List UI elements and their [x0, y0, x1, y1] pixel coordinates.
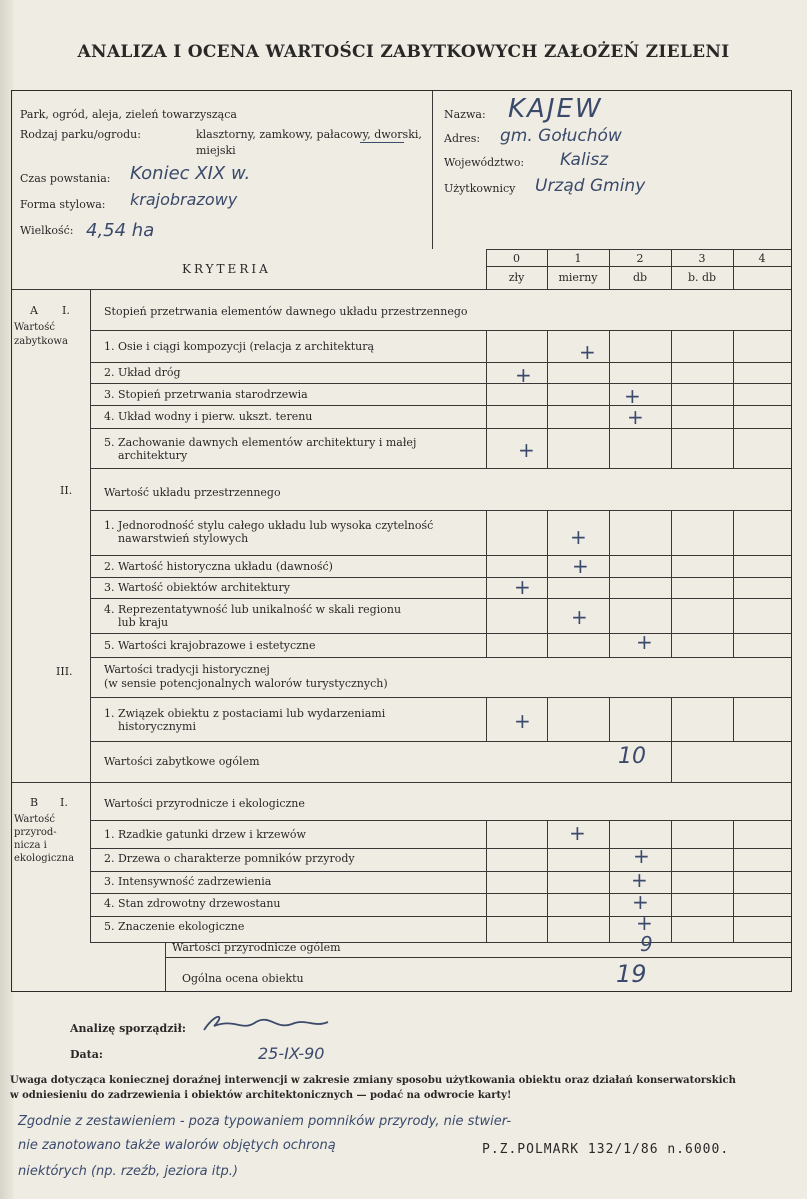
cross-mark: +: [633, 844, 650, 868]
col-1-label: mierny: [558, 271, 598, 284]
section-a-label-2: zabytkowa: [14, 336, 68, 347]
criterion-text: 1. Osie i ciągi kompozycji (relacja z architekturą: [104, 340, 375, 353]
criterion-text: 3. Intensywność zadrzewienia: [104, 875, 272, 888]
total-b-label: Wartości przyrodnicze ogólem: [172, 941, 341, 954]
col-2-num: 2: [636, 252, 644, 265]
section-divider: [12, 782, 791, 783]
criterion-row: [104, 436, 416, 462]
style-value: krajobrazowy: [130, 190, 238, 209]
a3-top-line: [90, 657, 791, 658]
section-b-label-2: przyrod-: [14, 827, 57, 838]
total-a-value: 10: [618, 744, 646, 769]
voivodeship-label: Województwo:: [444, 156, 525, 169]
handwritten-note-2: nie zanotowano także walorów objętych ochroną: [18, 1138, 336, 1153]
cross-mark: +: [570, 525, 587, 549]
criterion-text: 3. Wartość obiektów architektury: [104, 581, 290, 594]
cross-mark: +: [514, 575, 531, 599]
a2-header-line: [90, 510, 791, 511]
group-a3-num: III.: [56, 665, 73, 678]
footer-note-1: Uwaga dotycząca koniecznej doraźnej interwencji w zakresie zmiany sposobu użytkowania obiektu oraz działań konserwatorskich: [10, 1075, 736, 1086]
kind-label: Rodzaj parku/ogrodu:: [20, 128, 141, 141]
cross-mark: +: [515, 363, 532, 387]
user-label: Użytkownicy: [444, 182, 516, 195]
criterion-text-2: nawarstwień stylowych: [118, 532, 249, 545]
section-a-label-1: Wartość: [14, 322, 55, 333]
name-label: Nazwa:: [444, 108, 486, 121]
cross-mark: +: [624, 384, 641, 408]
a1-header-line: [90, 330, 791, 331]
grid-v: [609, 697, 610, 741]
criterion-text: 4. Stan zdrowotny drzewostanu: [104, 897, 281, 910]
criterion-row: [104, 920, 244, 933]
grid-v: [547, 510, 548, 657]
kind-options: klasztorny, zamkowy, pałacowy, dworski,: [196, 128, 422, 141]
criterion-row: [104, 560, 333, 573]
criterion-row: [104, 897, 281, 910]
criterion-row: [104, 603, 401, 629]
row-line: [90, 405, 791, 406]
size-label: Wielkość:: [20, 224, 74, 237]
group-a1-title: Stopień przetrwania elementów dawnego układu przestrzennego: [104, 305, 468, 318]
grid-v: [733, 510, 734, 657]
grid-v: [609, 820, 610, 942]
col-4-num: 4: [758, 252, 766, 265]
section-b-label-4: ekologiczna: [14, 853, 75, 864]
criterion-row: [104, 707, 385, 733]
cross-mark: +: [569, 821, 586, 845]
a-total-line: [90, 741, 791, 742]
grid-v: [671, 741, 672, 782]
group-a1-num: I.: [62, 304, 70, 317]
group-a3-title-2: (w sensie potencjonalnych walorów turystycznych): [104, 677, 388, 690]
criterion-row: [104, 639, 316, 652]
cross-mark: +: [636, 911, 653, 935]
user-value: Urząd Gminy: [535, 176, 646, 196]
header-line: [486, 249, 791, 250]
criteria-line: [12, 289, 791, 290]
group-a3-title-1: Wartości tradycji historycznej: [104, 663, 270, 676]
size-value: 4,54 ha: [86, 220, 155, 241]
overall-left-line: [165, 942, 166, 992]
criterion-row: [104, 410, 312, 423]
criterion-row: [104, 519, 433, 545]
criterion-row: [104, 388, 308, 401]
criterion-row: [104, 828, 306, 841]
time-label: Czas powstania:: [20, 172, 111, 185]
criterion-text: 5. Wartości krajobrazowe i estetyczne: [104, 639, 316, 652]
date-value: 25-IX-90: [258, 1044, 325, 1063]
form-title: ANALIZA I OCENA WARTOŚCI ZABYTKOWYCH ZAŁOŻEŃ ZIELENI: [77, 42, 730, 62]
col-3-label: b. db: [687, 271, 717, 284]
style-label: Forma stylowa:: [20, 198, 106, 211]
criterion-text: 5. Znaczenie ekologiczne: [104, 920, 245, 933]
grid-v: [486, 697, 487, 741]
row-line: [90, 598, 791, 599]
grid-v: [733, 820, 734, 942]
group-a2-title: Wartość układu przestrzennego: [104, 486, 281, 499]
colnum-line: [486, 266, 791, 267]
dworski-underline: [360, 142, 404, 143]
col-0-num: 0: [513, 252, 520, 265]
type-label: Park, ogród, aleja, zieleń towarzysząca: [20, 108, 237, 121]
group-b1-title: Wartości przyrodnicze i ekologiczne: [104, 797, 305, 810]
section-a-letter: A: [30, 304, 38, 317]
row-line: [90, 362, 791, 363]
grid-v: [609, 330, 610, 468]
footer-note-2: w odniesieniu do zadrzewienia i obiektów architektonicznych — podać na odwrocie karty!: [10, 1090, 512, 1101]
col-3-num: 3: [698, 252, 706, 265]
time-value: Koniec XIX w.: [130, 163, 251, 184]
criterion-text: 4. Układ wodny i pierw. ukszt. terenu: [104, 410, 313, 423]
cross-mark: +: [632, 890, 649, 914]
a3-header-line: [90, 697, 791, 698]
total-a-label: Wartości zabytkowe ogólem: [104, 755, 260, 768]
cross-mark: +: [571, 605, 588, 629]
section-b-label-3: nicza i: [14, 840, 47, 851]
criterion-text: 1. Rzadkie gatunki drzew i krzewów: [104, 828, 306, 841]
col-2-label: db: [632, 271, 648, 284]
criterion-text: 4. Reprezentatywność lub unikalność w skali regionu: [104, 603, 402, 616]
criteria-heading: KRYTERIA: [182, 262, 271, 276]
row-line: [90, 577, 791, 578]
criterion-text: 5. Zachowanie dawnych elementów architektury i małej: [104, 436, 417, 449]
row-line: [90, 848, 791, 849]
b1-header-line: [90, 820, 791, 821]
row-line: [90, 633, 791, 634]
cross-mark: +: [518, 438, 535, 462]
grid-v: [547, 820, 548, 942]
grid-v: [486, 330, 487, 468]
col-line-3: [671, 249, 672, 289]
voivodeship-value: Kalisz: [560, 150, 609, 170]
criterion-row: [104, 340, 374, 353]
col-line-4: [733, 249, 734, 289]
criterion-text: 3. Stopień przetrwania starodrzewia: [104, 388, 308, 401]
header-divider: [432, 91, 433, 249]
grid-v: [671, 697, 672, 741]
criterion-row: [104, 875, 271, 888]
grid-v: [671, 510, 672, 657]
col-line-0: [486, 249, 487, 289]
grid-v: [733, 330, 734, 468]
address-label: Adres:: [444, 132, 481, 145]
row-line: [90, 428, 791, 429]
address-value: gm. Gołuchów: [500, 126, 622, 146]
group-a2-num: II.: [60, 484, 73, 497]
criterion-text-2: lub kraju: [118, 616, 169, 629]
row-line: [90, 555, 791, 556]
a2-top-line: [90, 468, 791, 469]
row-line: [90, 916, 791, 917]
cross-mark: +: [572, 554, 589, 578]
criterion-row: [104, 366, 181, 379]
criterion-text-2: architektury: [118, 449, 188, 462]
grid-v: [609, 510, 610, 657]
grid-v: [671, 820, 672, 942]
criterion-row: [104, 852, 355, 865]
col-line-2: [609, 249, 610, 289]
criterion-text: 1. Jednorodność stylu całego układu lub wysoka czytelność: [104, 519, 434, 532]
handwritten-note-1: Zgodnie z zestawieniem - poza typowaniem pomników przyrody, nie stwier-: [18, 1114, 512, 1129]
b-total-bottom-line: [165, 957, 791, 958]
date-label: Data:: [70, 1048, 103, 1061]
group-b1-num: I.: [60, 796, 68, 809]
grid-v: [486, 510, 487, 657]
cross-mark: +: [627, 405, 644, 429]
cross-mark: +: [579, 340, 596, 364]
handwritten-note-3: niektórych (np. rzeźb, jeziora itp.): [18, 1164, 238, 1179]
criterion-text: 1. Związek obiektu z postaciami lub wydarzeniami: [104, 707, 386, 720]
criterion-row: [104, 581, 290, 594]
section-b-letter: B: [30, 796, 39, 809]
col-1-num: 1: [574, 252, 582, 265]
grid-v: [547, 330, 548, 468]
grid-v: [486, 820, 487, 942]
kind-options-2: miejski: [196, 144, 236, 157]
prepared-label: Analizę sporządził:: [70, 1022, 186, 1035]
col-0-label: zły: [508, 271, 525, 284]
row-line: [90, 383, 791, 384]
overall-label: Ogólna ocena obiektu: [182, 972, 304, 985]
row-line: [90, 893, 791, 894]
grid-v: [671, 330, 672, 468]
cross-mark: +: [514, 709, 531, 733]
section-b-label-1: Wartość: [14, 814, 55, 825]
criterion-text: 2. Wartość historyczna układu (dawność): [104, 560, 333, 573]
cross-mark: +: [636, 630, 653, 654]
overall-value: 19: [616, 960, 647, 988]
criteria-left-line: [90, 289, 91, 942]
grid-v: [547, 697, 548, 741]
total-b-value: 9: [640, 932, 653, 956]
name-value: KAJEW: [508, 94, 603, 124]
print-code: P.Z.POLMARK 132/1/86 n.6000.: [482, 1142, 730, 1157]
grid-v: [733, 697, 734, 741]
criterion-text: 2. Drzewa o charakterze pomników przyrody: [104, 852, 355, 865]
col-line-1: [547, 249, 548, 289]
criterion-text-2: historycznymi: [118, 720, 196, 733]
row-line: [90, 871, 791, 872]
signature-mark: [196, 1008, 346, 1042]
cross-mark: +: [631, 868, 648, 892]
criterion-text: 2. Układ dróg: [104, 366, 181, 379]
